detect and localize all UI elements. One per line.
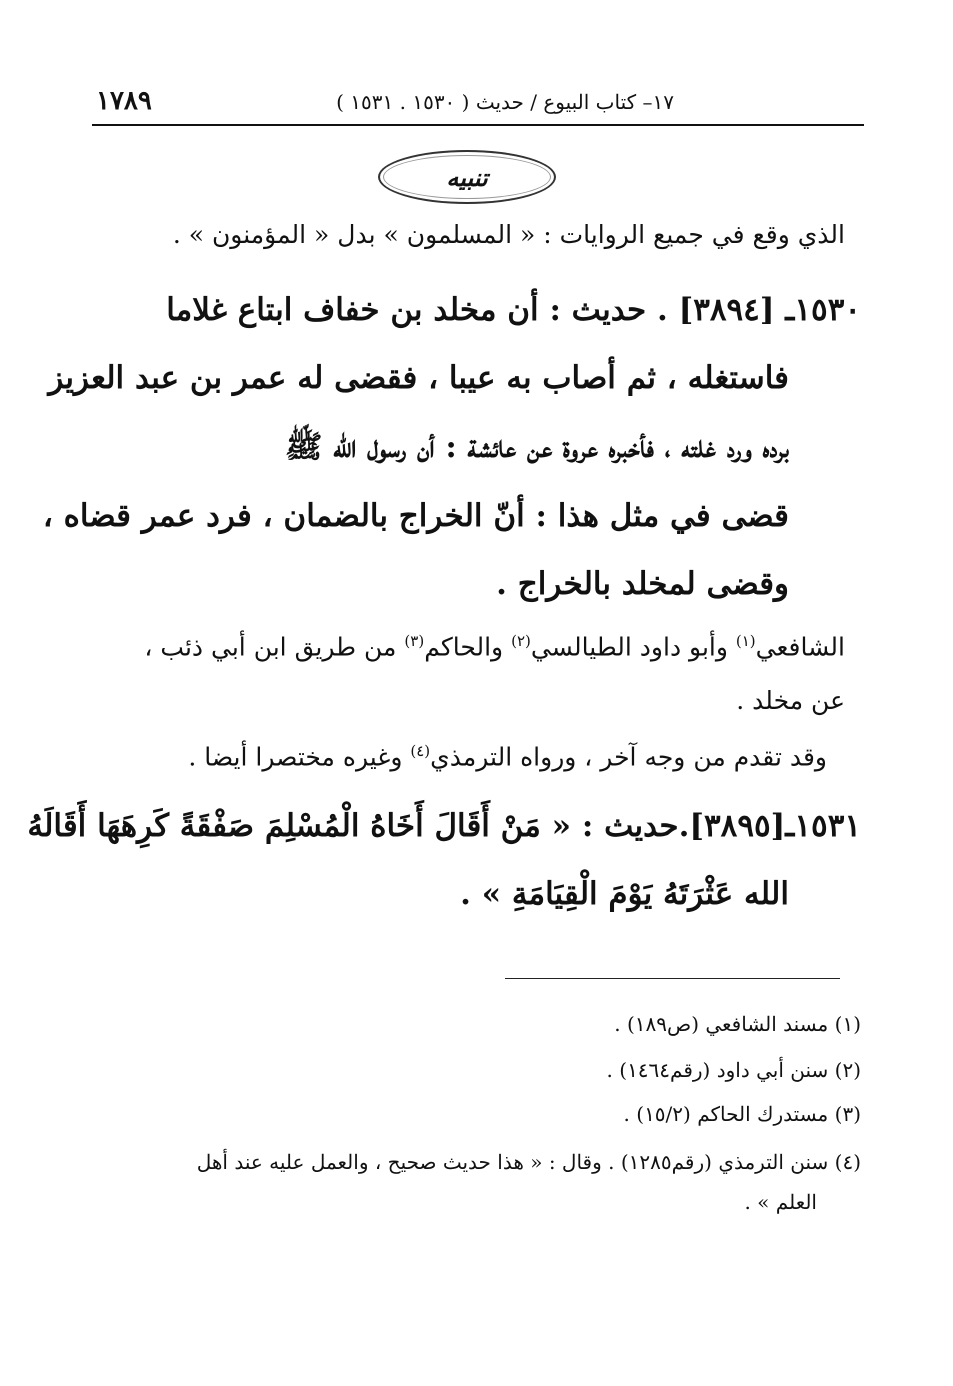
sources-line-3: [188, 742, 827, 771]
running-head: ١٧– كتاب البيوع / حديث ( ١٥٣٠ . ١٥٣١ ): [336, 90, 674, 114]
hadith-1530-line-5: وقضى لمخلد بالخراج .: [496, 566, 789, 602]
sources-line-2: عن مخلد .: [736, 686, 845, 715]
footnote-ref: (٢): [511, 632, 531, 650]
footnote-ref: (١): [735, 632, 756, 650]
hadith-1531-line-1: ١٥٣١ـ[٣٨٩٥].حديث : « مَنْ أَقَالَ أَخَاهُ الْمُسْلِمَ صَفْقَةً كَرِهَهَا أَقَالَهُ: [27, 808, 861, 844]
hadith-1530-line-1: ١٥٣٠ـ [٣٨٩٤] . حديث : أن مخلد بن خفاف ابتاع غلاما: [166, 292, 861, 328]
notice-heading-frame: [378, 150, 556, 204]
footnote-4-line-1: (٤) سنن الترمذي (رقم١٢٨٥) . وقال : « هذا حديث صحيح ، والعمل عليه عند أهل: [196, 1150, 861, 1174]
sources-text: من طريق ابن أبي ذئب ،: [144, 632, 405, 662]
footnote-2: (٢) سنن أبي داود (رقم١٤٦٤) .: [606, 1058, 861, 1082]
page-number: ١٧٨٩: [96, 86, 152, 116]
footnote-4-line-2: العلم » .: [744, 1190, 817, 1214]
intro-line: الذي وقع في جميع الروايات : « المسلمون » بدل « المؤمنون » .: [172, 220, 845, 249]
footnote-3: (٣) مستدرك الحاكم (١٥/٢) .: [623, 1102, 861, 1126]
hadith-1530-line-3: برده ورد غلته ، فأخبره عروة عن عائشة : أن رسول الله ﷺ: [284, 429, 789, 465]
sources-text: وغيره مختصرا أيضا .: [188, 742, 411, 772]
hadith-1530-line-4: قضى في مثل هذا : أنّ الخراج بالضمان ، فرد عمر قضاه ،: [42, 498, 789, 534]
hadith-1531-line-2: الله عَثْرَتَهُ يَوْمَ الْقِيَامَةِ » .: [460, 876, 789, 912]
sources-text: والحاكم: [424, 632, 512, 662]
footnote-ref: (٣): [404, 632, 425, 650]
sources-text: وقد تقدم من وجه آخر ، ورواه الترمذي: [430, 742, 827, 772]
page-header: [92, 84, 864, 126]
footnote-1: (١) مسند الشافعي (ص١٨٩) .: [614, 1012, 861, 1036]
footnote-separator: [505, 978, 840, 979]
footnote-ref: (٤): [410, 742, 431, 760]
notice-heading: تنبيه: [446, 162, 488, 192]
sources-text: الشافعي: [755, 632, 845, 662]
sources-line-1: [144, 632, 845, 661]
sources-text: وأبو داود الطيالسي: [530, 632, 736, 662]
hadith-1530-line-2: فاستغله ، ثم أصاب به عيبا ، فقضى له عمر بن عبد العزيز: [48, 360, 789, 396]
